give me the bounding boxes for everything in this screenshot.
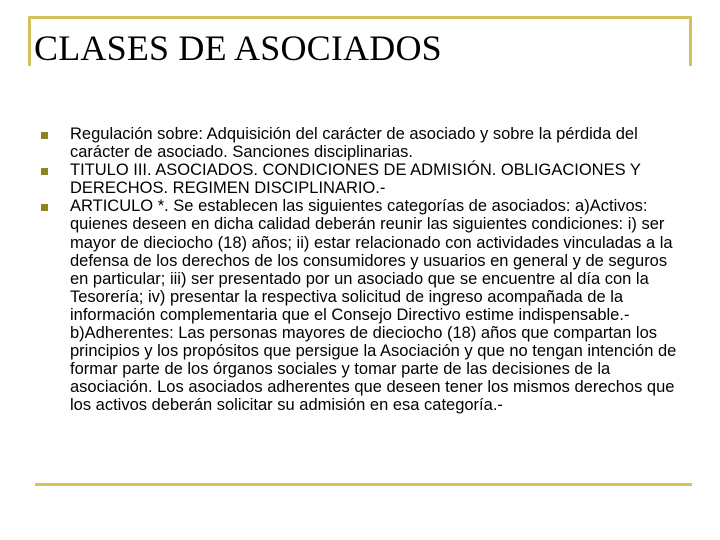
square-bullet-icon: [41, 168, 48, 175]
bullet-text: TITULO III. ASOCIADOS. CONDICIONES DE ADMISIÓN. OBLIGACIONES Y DERECHOS. REGIMEN DISCIPLINARIO.-: [70, 161, 641, 198]
square-bullet-icon: [41, 204, 48, 211]
bullet-item-articulo: [36, 197, 686, 414]
bullet-item-titulo: [36, 161, 686, 197]
square-bullet-icon: [41, 132, 48, 139]
slide-title: CLASES DE ASOCIADOS: [34, 28, 442, 68]
title-rule-left: [28, 16, 31, 66]
bullet-text: ARTICULO *. Se establecen las siguientes categorías de asociados: a)Activos: quienes deseen en dicha calidad deberán reunir las siguientes condiciones: i) ser mayor de dieciocho (18) años; ii) estar relacionado con actividades vinculadas a la defensa de los derechos de los consumidores y usuarios en general y de seguros en particular; iii) ser presentado por un asociado que se encuentre al día con la Tesorería; iv) presentar la respectiva solicitud de ingreso acompañada de la información complementaria que el Consejo Directivo estime indispensable.- b)Adherentes: Las personas mayores de dieciocho (18) años que compartan los principios y los propósitos que persigue la Asociación y que no tengan intención de formar parte de los órganos sociales y tomar parte de las decisiones de la asociación. Los asociados adherentes que deseen tener los mismos derechos que los activos deberán solicitar su admisión en esa categoría.-: [70, 197, 677, 415]
footer-rule: [35, 483, 692, 486]
title-rule-right: [689, 16, 692, 66]
title-rule-top: [28, 16, 692, 19]
bullet-list: [36, 125, 686, 415]
bullet-item-regulacion: [36, 125, 686, 161]
bullet-text: Regulación sobre: Adquisición del carácter de asociado y sobre la pérdida del carácter de asociado. Sanciones disciplinarias.: [70, 125, 638, 162]
